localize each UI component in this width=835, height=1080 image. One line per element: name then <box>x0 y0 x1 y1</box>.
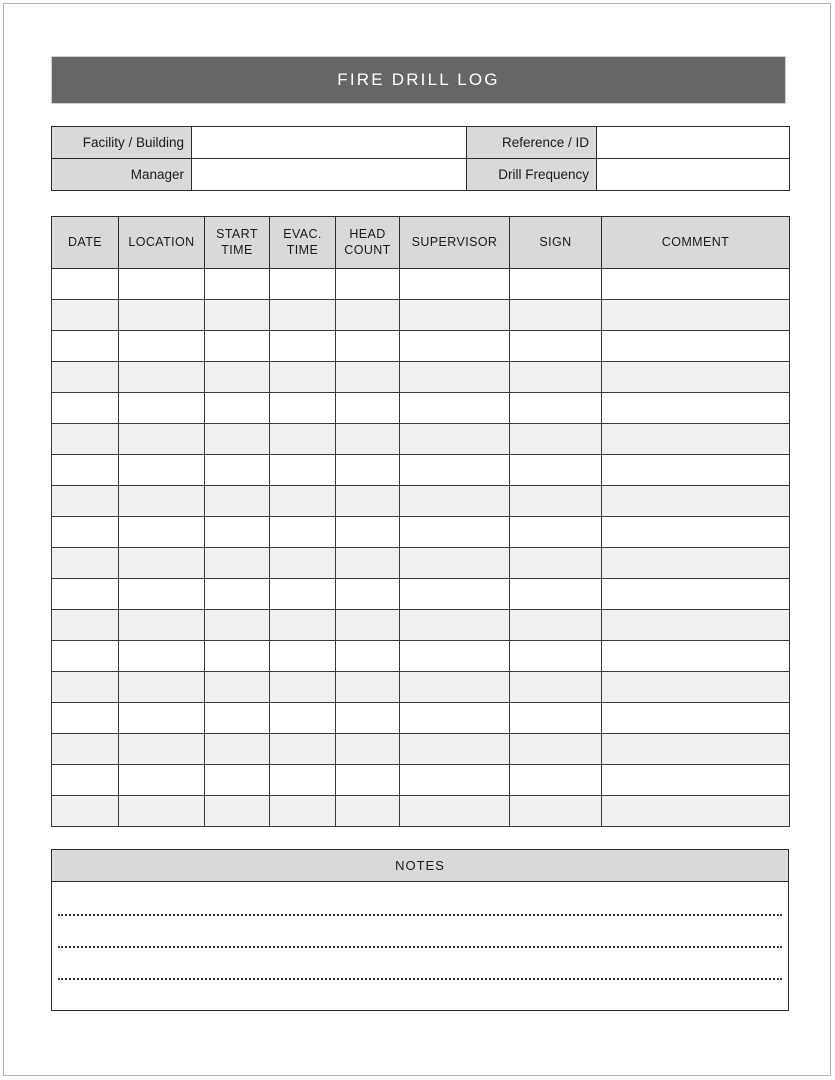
cell-start-time[interactable] <box>205 641 270 672</box>
cell-location[interactable] <box>119 672 205 703</box>
cell-start-time[interactable] <box>205 579 270 610</box>
cell-start-time[interactable] <box>205 393 270 424</box>
cell-comment[interactable] <box>602 393 790 424</box>
cell-comment[interactable] <box>602 486 790 517</box>
cell-start-time[interactable] <box>205 455 270 486</box>
table-row <box>52 579 790 610</box>
table-row <box>52 331 790 362</box>
table-row <box>52 610 790 641</box>
table-row <box>52 734 790 765</box>
cell-sign[interactable] <box>510 610 602 641</box>
table-row <box>52 703 790 734</box>
cell-evac-time[interactable] <box>270 362 336 393</box>
cell-comment[interactable] <box>602 796 790 827</box>
manager-label: Manager <box>52 159 192 191</box>
cell-date[interactable] <box>52 641 119 672</box>
reference-id-field[interactable] <box>597 127 790 159</box>
info-row <box>52 127 790 159</box>
cell-date[interactable] <box>52 362 119 393</box>
cell-evac-time[interactable] <box>270 486 336 517</box>
cell-location[interactable] <box>119 424 205 455</box>
cell-evac-time[interactable] <box>270 424 336 455</box>
notes-field[interactable] <box>51 882 789 1011</box>
cell-sign[interactable] <box>510 393 602 424</box>
cell-supervisor[interactable] <box>400 455 510 486</box>
table-row <box>52 517 790 548</box>
cell-evac-time[interactable] <box>270 796 336 827</box>
cell-supervisor[interactable] <box>400 796 510 827</box>
cell-head-count[interactable] <box>336 517 400 548</box>
cell-head-count[interactable] <box>336 734 400 765</box>
cell-location[interactable] <box>119 269 205 300</box>
cell-supervisor[interactable] <box>400 703 510 734</box>
cell-evac-time[interactable] <box>270 610 336 641</box>
cell-date[interactable] <box>52 517 119 548</box>
cell-evac-time[interactable] <box>270 548 336 579</box>
cell-sign[interactable] <box>510 548 602 579</box>
cell-date[interactable] <box>52 672 119 703</box>
cell-evac-time[interactable] <box>270 455 336 486</box>
cell-comment[interactable] <box>602 362 790 393</box>
cell-start-time[interactable] <box>205 300 270 331</box>
cell-start-time[interactable] <box>205 331 270 362</box>
notes-block <box>51 849 789 1011</box>
facility-info-block <box>51 126 790 191</box>
notes-dotted-line <box>58 946 782 948</box>
cell-location[interactable] <box>119 796 205 827</box>
cell-evac-time[interactable] <box>270 734 336 765</box>
table-header-row <box>52 217 790 269</box>
cell-start-time[interactable] <box>205 548 270 579</box>
cell-head-count[interactable] <box>336 579 400 610</box>
drill-frequency-field[interactable] <box>597 159 790 191</box>
cell-supervisor[interactable] <box>400 579 510 610</box>
cell-head-count[interactable] <box>336 300 400 331</box>
cell-evac-time[interactable] <box>270 269 336 300</box>
table-row <box>52 300 790 331</box>
cell-head-count[interactable] <box>336 703 400 734</box>
cell-supervisor[interactable] <box>400 362 510 393</box>
cell-evac-time[interactable] <box>270 672 336 703</box>
cell-comment[interactable] <box>602 579 790 610</box>
cell-head-count[interactable] <box>336 455 400 486</box>
cell-comment[interactable] <box>602 610 790 641</box>
manager-field[interactable] <box>192 159 467 191</box>
cell-sign[interactable] <box>510 796 602 827</box>
cell-location[interactable] <box>119 734 205 765</box>
cell-evac-time[interactable] <box>270 331 336 362</box>
column-header-date: DATE <box>52 217 119 269</box>
cell-location[interactable] <box>119 579 205 610</box>
cell-supervisor[interactable] <box>400 393 510 424</box>
cell-comment[interactable] <box>602 517 790 548</box>
cell-date[interactable] <box>52 486 119 517</box>
cell-head-count[interactable] <box>336 641 400 672</box>
cell-comment[interactable] <box>602 734 790 765</box>
cell-start-time[interactable] <box>205 269 270 300</box>
cell-date[interactable] <box>52 300 119 331</box>
cell-head-count[interactable] <box>336 610 400 641</box>
cell-supervisor[interactable] <box>400 672 510 703</box>
notes-dotted-line <box>58 914 782 916</box>
cell-supervisor[interactable] <box>400 300 510 331</box>
reference-id-label: Reference / ID <box>467 127 597 159</box>
facility-building-field[interactable] <box>192 127 467 159</box>
cell-date[interactable] <box>52 579 119 610</box>
cell-head-count[interactable] <box>336 362 400 393</box>
cell-location[interactable] <box>119 765 205 796</box>
cell-location[interactable] <box>119 486 205 517</box>
cell-location[interactable] <box>119 703 205 734</box>
cell-head-count[interactable] <box>336 269 400 300</box>
cell-comment[interactable] <box>602 331 790 362</box>
column-header-head-count: HEAD COUNT <box>336 217 400 269</box>
cell-start-time[interactable] <box>205 734 270 765</box>
cell-location[interactable] <box>119 455 205 486</box>
document-title-banner <box>51 56 786 104</box>
cell-comment[interactable] <box>602 672 790 703</box>
cell-date[interactable] <box>52 610 119 641</box>
cell-comment[interactable] <box>602 765 790 796</box>
cell-evac-time[interactable] <box>270 765 336 796</box>
page-title: FIRE DRILL LOG <box>337 70 500 89</box>
cell-sign[interactable] <box>510 703 602 734</box>
cell-date[interactable] <box>52 331 119 362</box>
cell-date[interactable] <box>52 734 119 765</box>
cell-date[interactable] <box>52 393 119 424</box>
cell-date[interactable] <box>52 424 119 455</box>
cell-date[interactable] <box>52 455 119 486</box>
cell-supervisor[interactable] <box>400 734 510 765</box>
cell-head-count[interactable] <box>336 424 400 455</box>
table-row <box>52 455 790 486</box>
table-body <box>52 269 790 827</box>
cell-location[interactable] <box>119 331 205 362</box>
cell-start-time[interactable] <box>205 424 270 455</box>
cell-sign[interactable] <box>510 486 602 517</box>
cell-sign[interactable] <box>510 765 602 796</box>
column-header-start-time: START TIME <box>205 217 270 269</box>
cell-location[interactable] <box>119 393 205 424</box>
cell-sign[interactable] <box>510 331 602 362</box>
cell-head-count[interactable] <box>336 393 400 424</box>
cell-comment[interactable] <box>602 424 790 455</box>
cell-supervisor[interactable] <box>400 269 510 300</box>
cell-sign[interactable] <box>510 641 602 672</box>
notes-header <box>51 849 789 882</box>
cell-start-time[interactable] <box>205 610 270 641</box>
cell-evac-time[interactable] <box>270 703 336 734</box>
cell-evac-time[interactable] <box>270 393 336 424</box>
cell-evac-time[interactable] <box>270 641 336 672</box>
cell-location[interactable] <box>119 517 205 548</box>
cell-sign[interactable] <box>510 424 602 455</box>
cell-supervisor[interactable] <box>400 331 510 362</box>
cell-location[interactable] <box>119 548 205 579</box>
cell-head-count[interactable] <box>336 796 400 827</box>
cell-supervisor[interactable] <box>400 424 510 455</box>
cell-location[interactable] <box>119 300 205 331</box>
column-header-supervisor: SUPERVISOR <box>400 217 510 269</box>
table-row <box>52 269 790 300</box>
cell-start-time[interactable] <box>205 703 270 734</box>
cell-comment[interactable] <box>602 300 790 331</box>
cell-head-count[interactable] <box>336 486 400 517</box>
cell-sign[interactable] <box>510 734 602 765</box>
table-row <box>52 424 790 455</box>
page-sheet <box>3 3 831 1076</box>
cell-start-time[interactable] <box>205 765 270 796</box>
cell-start-time[interactable] <box>205 486 270 517</box>
drill-frequency-label: Drill Frequency <box>467 159 597 191</box>
cell-comment[interactable] <box>602 703 790 734</box>
cell-start-time[interactable] <box>205 517 270 548</box>
cell-supervisor[interactable] <box>400 641 510 672</box>
column-header-evac-time: EVAC. TIME <box>270 217 336 269</box>
cell-comment[interactable] <box>602 548 790 579</box>
cell-head-count[interactable] <box>336 331 400 362</box>
cell-date[interactable] <box>52 796 119 827</box>
cell-head-count[interactable] <box>336 672 400 703</box>
cell-start-time[interactable] <box>205 796 270 827</box>
cell-sign[interactable] <box>510 300 602 331</box>
cell-supervisor[interactable] <box>400 486 510 517</box>
cell-sign[interactable] <box>510 269 602 300</box>
cell-sign[interactable] <box>510 579 602 610</box>
cell-date[interactable] <box>52 703 119 734</box>
column-header-comment: COMMENT <box>602 217 790 269</box>
cell-comment[interactable] <box>602 455 790 486</box>
cell-sign[interactable] <box>510 517 602 548</box>
cell-start-time[interactable] <box>205 362 270 393</box>
cell-date[interactable] <box>52 765 119 796</box>
cell-sign[interactable] <box>510 362 602 393</box>
cell-evac-time[interactable] <box>270 300 336 331</box>
column-header-sign: SIGN <box>510 217 602 269</box>
fire-drill-log-table <box>51 216 790 827</box>
cell-evac-time[interactable] <box>270 579 336 610</box>
table-row <box>52 393 790 424</box>
cell-location[interactable] <box>119 362 205 393</box>
notes-dotted-line <box>58 978 782 980</box>
facility-building-label: Facility / Building <box>52 127 192 159</box>
cell-date[interactable] <box>52 548 119 579</box>
column-header-location: LOCATION <box>119 217 205 269</box>
cell-head-count[interactable] <box>336 548 400 579</box>
table-row <box>52 486 790 517</box>
cell-supervisor[interactable] <box>400 610 510 641</box>
table-row <box>52 641 790 672</box>
table-row <box>52 672 790 703</box>
cell-supervisor[interactable] <box>400 548 510 579</box>
table-row <box>52 796 790 827</box>
table-row <box>52 362 790 393</box>
cell-location[interactable] <box>119 610 205 641</box>
cell-comment[interactable] <box>602 641 790 672</box>
cell-date[interactable] <box>52 269 119 300</box>
cell-sign[interactable] <box>510 455 602 486</box>
info-row <box>52 159 790 191</box>
table-row <box>52 765 790 796</box>
cell-location[interactable] <box>119 641 205 672</box>
cell-head-count[interactable] <box>336 765 400 796</box>
cell-supervisor[interactable] <box>400 765 510 796</box>
table-row <box>52 548 790 579</box>
cell-supervisor[interactable] <box>400 517 510 548</box>
cell-start-time[interactable] <box>205 672 270 703</box>
cell-evac-time[interactable] <box>270 517 336 548</box>
notes-title: NOTES <box>395 858 445 873</box>
cell-sign[interactable] <box>510 672 602 703</box>
cell-comment[interactable] <box>602 269 790 300</box>
